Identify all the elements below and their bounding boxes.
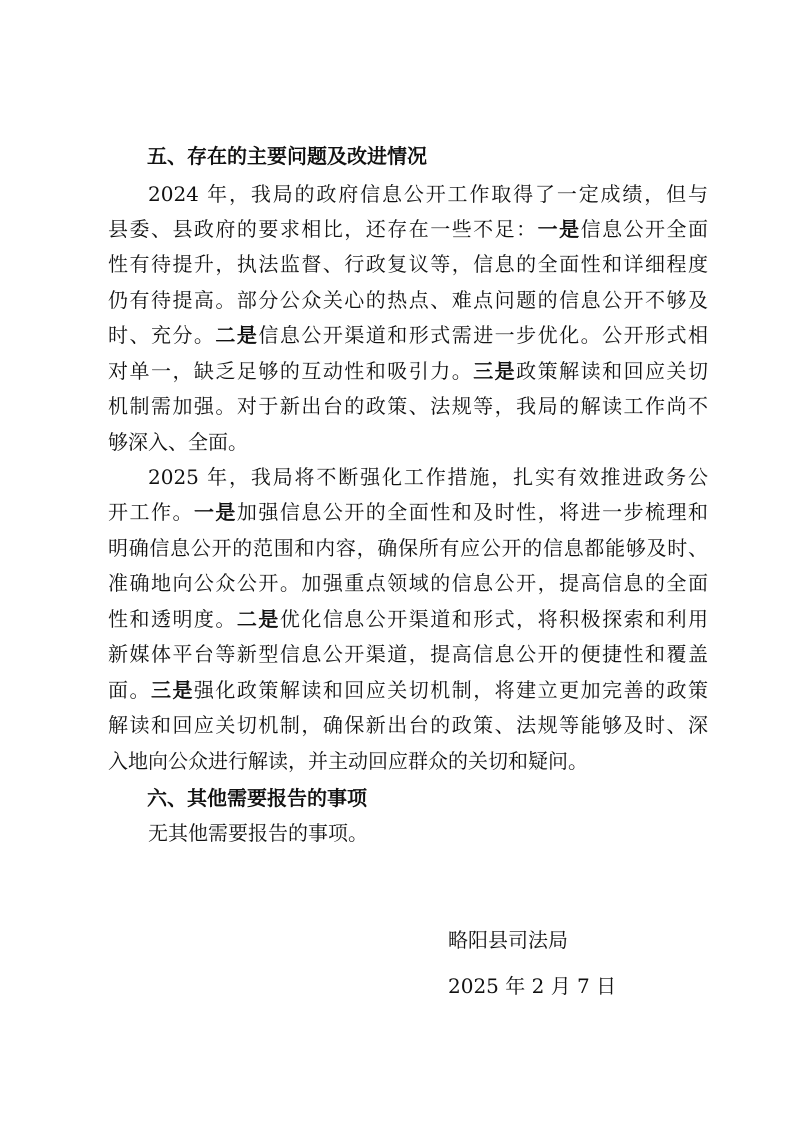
paragraph-line: 县委、县政府的要求相比，还存在一些不足：一是信息公开全面 [108,217,709,241]
paragraph-line: 仍有待提高。部分公众关心的热点、难点问题的信息公开不够及 [108,288,708,312]
emphasis-label: 三是 [473,359,517,383]
emphasis-label: 二是 [215,323,259,347]
paragraph-line: 够深入、全面。 [108,430,248,454]
paragraph-line: 性有待提升，执法监督、行政复议等，信息的全面性和详细程度 [108,252,708,276]
signature-org: 略阳县司法局 [448,928,568,952]
section-heading: 六、其他需要报告的事项 [147,786,367,810]
emphasis-label: 二是 [236,607,280,631]
paragraph-line: 入地向公众进行解读，并主动回应群众的关切和疑问。 [108,749,588,773]
paragraph-line: 2024 年，我局的政府信息公开工作取得了一定成绩，但与 [148,182,708,206]
paragraph-line: 准确地向公众公开。加强重点领域的信息公开，提高信息的全面 [108,571,708,595]
paragraph-line: 时、充分。二是信息公开渠道和形式需进一步优化。公开形式相 [108,323,709,347]
paragraph-line: 开工作。一是加强信息公开的全面性和及时性，将进一步梳理和 [108,500,709,524]
paragraph-line: 明确信息公开的范围和内容，确保所有应公开的信息都能够及时、 [108,536,708,560]
paragraph-line: 机制需加强。对于新出台的政策、法规等，我局的解读工作尚不 [108,394,708,418]
emphasis-label: 一是 [537,217,581,241]
paragraph-line: 性和透明度。二是优化信息公开渠道和形式，将积极探索和利用 [108,607,709,631]
paragraph-line: 对单一，缺乏足够的互动性和吸引力。三是政策解读和回应关切 [108,359,709,383]
paragraph-line: 无其他需要报告的事项。 [148,821,368,845]
signature-date: 2025 年 2 月 7 日 [448,974,617,998]
paragraph-line: 2025 年，我局将不断强化工作措施，扎实有效推进政务公 [148,465,708,489]
section-heading: 五、存在的主要问题及改进情况 [147,144,427,168]
paragraph-line: 面。三是强化政策解读和回应关切机制，将建立更加完善的政策 [108,678,709,702]
paragraph-line: 解读和回应关切机制，确保新出台的政策、法规等能够及时、深 [108,713,708,737]
paragraph-line: 新媒体平台等新型信息公开渠道，提高信息公开的便捷性和覆盖 [108,642,708,666]
emphasis-label: 一是 [193,500,237,524]
emphasis-label: 三是 [150,678,194,702]
